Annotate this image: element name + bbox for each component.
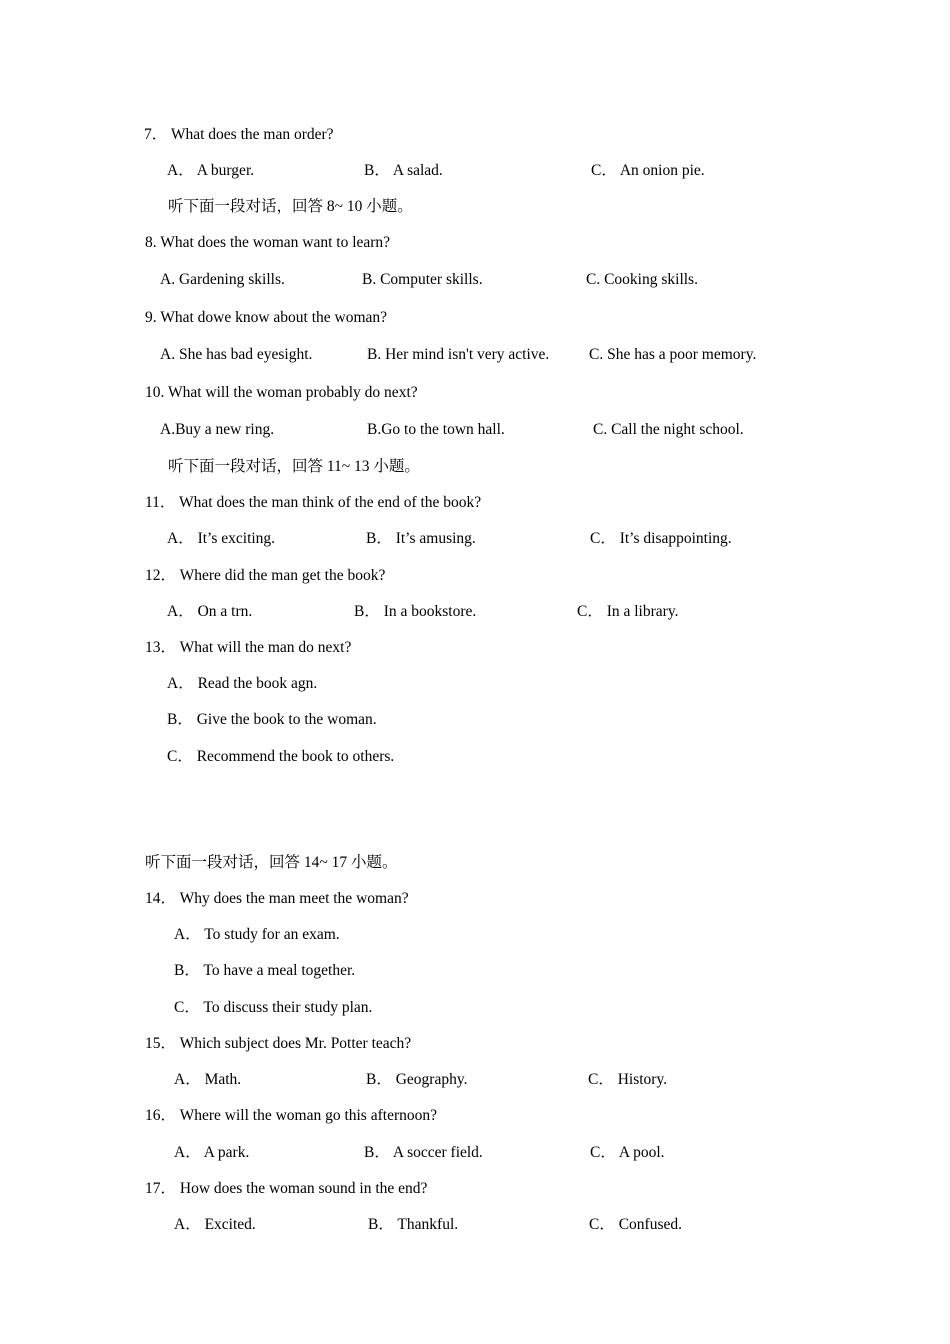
question-9: 9. What dowe know about the woman? bbox=[145, 309, 388, 326]
option-14b: B． To have a meal together. bbox=[174, 962, 356, 979]
option-9b: B. Her mind isn't very active. bbox=[367, 346, 550, 363]
option-13c: C． Recommend the book to others. bbox=[167, 748, 395, 765]
question-15: 15． Which subject does Mr. Potter teach? bbox=[145, 1035, 412, 1052]
option-9c: C. She has a poor memory. bbox=[589, 346, 757, 363]
question-7: 7． What does the man order? bbox=[144, 126, 334, 143]
option-11b: B． It’s amusing. bbox=[366, 530, 476, 547]
option-16c: C． A pool. bbox=[590, 1144, 665, 1161]
section-instruction-14-17: 听下面一段对话，回答 14~ 17 小题。 bbox=[145, 854, 398, 871]
option-15b: B． Geography. bbox=[366, 1071, 468, 1088]
option-16b: B． A soccer field. bbox=[364, 1144, 483, 1161]
question-10: 10. What will the woman probably do next? bbox=[145, 384, 418, 401]
option-11c: C． It’s disappointing. bbox=[590, 530, 732, 547]
option-14c: C． To discuss their study plan. bbox=[174, 999, 373, 1016]
option-7b: B． A salad. bbox=[364, 162, 443, 179]
option-13b: B． Give the book to the woman. bbox=[167, 711, 377, 728]
option-17a: A． Excited. bbox=[174, 1216, 256, 1233]
option-17b: B． Thankful. bbox=[368, 1216, 459, 1233]
option-17c: C． Confused. bbox=[589, 1216, 683, 1233]
option-11a: A． It’s exciting. bbox=[167, 530, 276, 547]
option-7c: C． An onion pie. bbox=[591, 162, 705, 179]
option-8a: A. Gardening skills. bbox=[160, 271, 285, 288]
question-16: 16． Where will the woman go this afternoon? bbox=[145, 1107, 437, 1124]
option-16a: A． A park. bbox=[174, 1144, 250, 1161]
option-12b: B． In a bookstore. bbox=[354, 603, 477, 620]
question-17: 17． How does the woman sound in the end? bbox=[145, 1180, 428, 1197]
question-13: 13． What will the man do next? bbox=[145, 639, 352, 656]
option-9a: A. She has bad eyesight. bbox=[160, 346, 313, 363]
section-instruction-8-10: 听下面一段对话，回答 8~ 10 小题。 bbox=[168, 198, 413, 215]
option-8c: C. Cooking skills. bbox=[586, 271, 698, 288]
option-10c: C. Call the night school. bbox=[593, 421, 744, 438]
question-14: 14． Why does the man meet the woman? bbox=[145, 890, 409, 907]
option-13a: A． Read the book agn. bbox=[167, 675, 318, 692]
question-8: 8. What does the woman want to learn? bbox=[145, 234, 391, 251]
question-12: 12． Where did the man get the book? bbox=[145, 567, 386, 584]
option-10a: A.Buy a new ring. bbox=[160, 421, 275, 438]
option-7a: A． A burger. bbox=[167, 162, 255, 179]
question-11: 11． What does the man think of the end of the book? bbox=[145, 494, 482, 511]
option-12a: A． On a trn. bbox=[167, 603, 253, 620]
option-8b: B. Computer skills. bbox=[362, 271, 483, 288]
section-instruction-11-13: 听下面一段对话，回答 11~ 13 小题。 bbox=[168, 458, 420, 475]
option-10b: B.Go to the town hall. bbox=[367, 421, 505, 438]
option-15c: C． History. bbox=[588, 1071, 668, 1088]
option-12c: C． In a library. bbox=[577, 603, 679, 620]
option-14a: A． To study for an exam. bbox=[174, 926, 340, 943]
option-15a: A． Math. bbox=[174, 1071, 242, 1088]
